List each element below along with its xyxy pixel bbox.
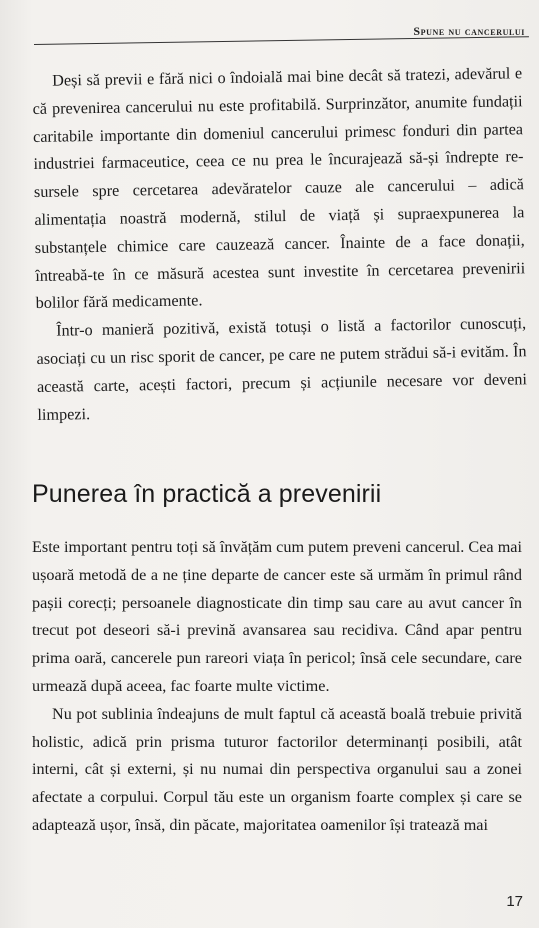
paragraph: Într-o manieră pozitivă, există totuși o listă a factorilor cunoscuți, asociați cu un risc sporit de cancer, pe care ne putem strădui să-i evităm. În această carte, acești factori, precum și acțiunile necesare vor deveni limpezi. — [36, 314, 528, 424]
section-1-text — [32, 60, 528, 429]
section-heading: Punerea în practică a prevenirii — [32, 480, 382, 508]
paragraph: Nu pot sublinia îndeajuns de mult faptul că această boală trebuie privită holistic, adică prin prisma tuturor factorilor determinanți posibili, atât interni, cât și externi, și nu numai din perspectiva organului sau a zonei afectate a corpului. Corpul tău este un organism foarte complex și care se adaptează ușor, însă, din păcate, majoritatea oamenilor își tratează mai — [32, 704, 522, 834]
paragraph: Este important pentru toți să învățăm cum putem preveni cancerul. Cea mai ușoară metodă de a ne ține departe de cancer este să urmăm în primul rând pașii corecți; persoanele diagnosticate din timp sau care au avut cancer în trecut pot deseori să-i prevină avansarea sau recidiva. Când apar pentru prima oară, cancerele pun rareori viața în pericol; însă cele secundare, care urmează după aceea, fac foarte multe victime. — [32, 538, 522, 695]
header-rule — [34, 36, 529, 45]
paragraph: Deși să previi e fără nici o îndoială mai bine decât să tratezi, adevărul e că prevenirea cancerului nu este profitabilă. Surprinzător, anumite fundații caritabile importante din domeniul cancerului primesc fonduri din partea industriei farmaceutice, ceea ce nu prea le încurajează să-și îndrepte resursele spre cercetarea adevăratelor cauze ale cancerului – adică alimentația noastră modernă, stilul de viață și supraexpunerea la substanțele chimice care cauzează cancer. Înainte de a face donații, întreabă-te în ce măsură acestea sunt investite în cercetarea prevenirii bolilor fără medicamente. — [32, 64, 526, 313]
page-number: 17 — [506, 893, 523, 910]
running-head: Spune nu cancerului — [413, 24, 525, 38]
section-2-text — [32, 534, 522, 840]
